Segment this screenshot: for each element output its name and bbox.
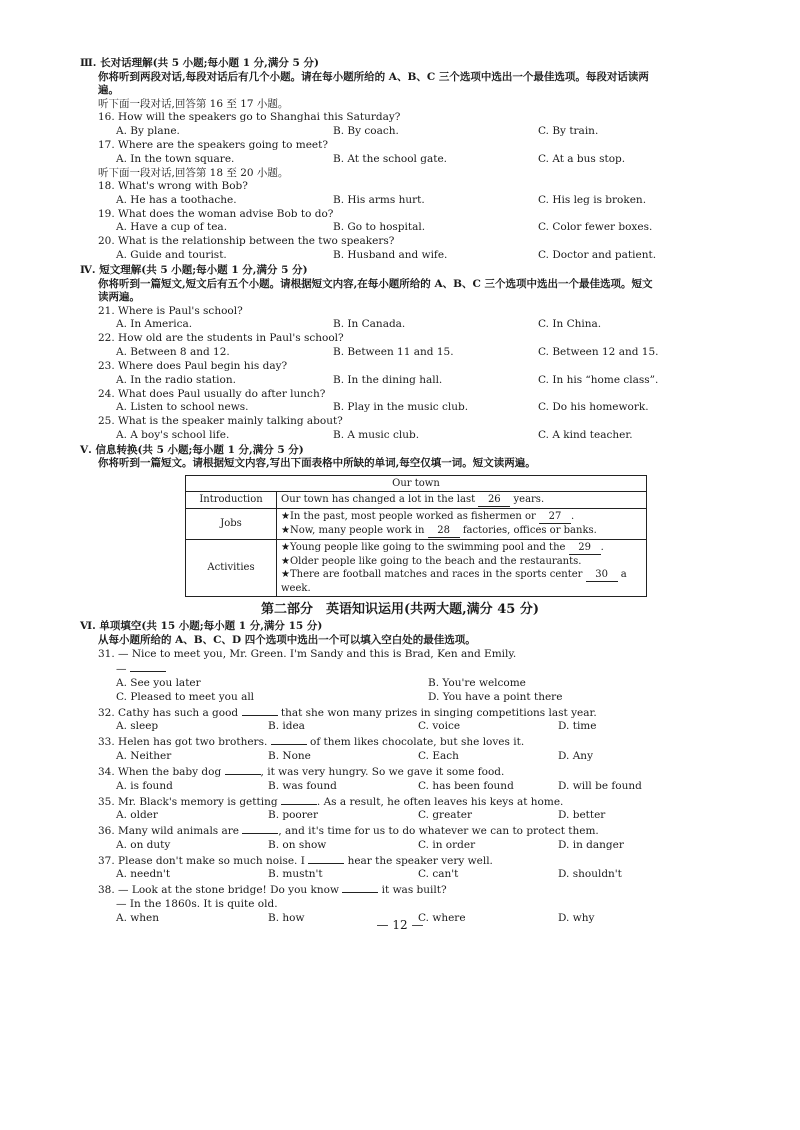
- text: hear the speaker very well.: [347, 854, 493, 867]
- text: ★In the past, most people worked as fishermen or: [281, 510, 536, 522]
- options-18: [98, 194, 720, 208]
- option-a: A. Listen to school news.: [116, 401, 249, 414]
- options-22: [98, 346, 720, 360]
- option-a: A. sleep: [116, 720, 159, 733]
- section-3: [80, 57, 720, 263]
- section-4-instruction-cont: 读两遍。: [98, 291, 140, 304]
- option-c: C. In China.: [538, 318, 602, 331]
- row-label-jobs: Jobs: [186, 508, 277, 539]
- text: that she won many prizes in singing competitions last year.: [280, 706, 597, 719]
- option-a: A. In America.: [116, 318, 193, 331]
- section-4-title: Ⅳ. 短文理解(共 5 小题;每小题 1 分,满分 5 分): [80, 263, 308, 276]
- text: 33. Helen has got two brothers.: [98, 736, 268, 749]
- option-c: C. can't: [418, 868, 459, 881]
- table-row: [186, 539, 647, 596]
- answer-blank[interactable]: [271, 734, 307, 745]
- text: 32. Cathy has such a good: [98, 706, 239, 719]
- row-content-introduction: [277, 491, 647, 508]
- option-b: B. Husband and wife.: [333, 248, 448, 261]
- answer-blank[interactable]: [308, 853, 344, 864]
- question-17: 17. Where are the speakers going to meet?: [98, 138, 328, 151]
- option-d: D. Any: [558, 750, 593, 763]
- options-23: [98, 374, 720, 388]
- row-content-jobs: [277, 508, 647, 539]
- option-b: B. A music club.: [333, 428, 420, 441]
- options-20: [98, 249, 720, 263]
- option-c: C. Pleased to meet you all: [116, 690, 255, 703]
- options-31-row2: [98, 691, 720, 705]
- question-24: 24. What does Paul usually do after lunch?: [98, 387, 326, 400]
- answer-blank[interactable]: [281, 794, 317, 805]
- option-a: A. In the radio station.: [116, 373, 236, 386]
- text: ★Older people like going to the beach and the restaurants.: [281, 555, 582, 567]
- answer-blank[interactable]: [242, 705, 278, 716]
- section-5-instruction: 你将听到一篇短文。请根据短文内容,写出下面表格中所缺的单词,每空仅填一词。短文读两遍。: [98, 457, 536, 470]
- question-36: [98, 823, 720, 839]
- option-c: C. where: [418, 911, 466, 924]
- option-a: A. Have a cup of tea.: [116, 221, 228, 234]
- info-table: [185, 475, 647, 597]
- row-label-activities: Activities: [186, 539, 277, 596]
- text: ★There are football matches and races in the sports center: [281, 568, 583, 580]
- text: , it was very hungry. So we gave it some food.: [260, 766, 505, 779]
- question-18: 18. What's wrong with Bob?: [98, 180, 248, 193]
- options-33: [98, 750, 720, 764]
- answer-blank[interactable]: [225, 764, 261, 775]
- section-6-title: Ⅵ. 单项填空(共 15 小题;每小题 1 分,满分 15 分): [80, 620, 323, 633]
- question-16: 16. How will the speakers go to Shanghai this Saturday?: [98, 111, 401, 124]
- option-c: C. At a bus stop.: [538, 152, 626, 165]
- option-a: A. Guide and tourist.: [116, 248, 227, 261]
- option-b: B. Between 11 and 15.: [333, 345, 454, 358]
- question-19: 19. What does the woman advise Bob to do?: [98, 207, 334, 220]
- question-23: 23. Where does Paul begin his day?: [98, 359, 288, 372]
- text: 35. Mr. Black's memory is getting: [98, 795, 278, 808]
- option-a: A. He has a toothache.: [116, 193, 237, 206]
- text: of them likes chocolate, but she loves it.: [310, 736, 525, 749]
- blank-26[interactable]: 26: [478, 493, 510, 507]
- question-34: [98, 764, 720, 780]
- question-20: 20. What is the relationship between the two speakers?: [98, 235, 395, 248]
- option-d: D. time: [558, 720, 597, 733]
- option-c: C. Between 12 and 15.: [538, 345, 659, 358]
- option-c: C. has been found: [418, 779, 514, 792]
- page-number: — 12 —: [376, 918, 424, 932]
- section-3-title: Ⅲ. 长对话理解(共 5 小题;每小题 1 分,满分 5 分): [80, 57, 319, 69]
- option-b: B. Go to hospital.: [333, 221, 426, 234]
- options-25: [98, 429, 720, 443]
- answer-blank[interactable]: [130, 661, 166, 672]
- text: 37. Please don't make so much noise. I: [98, 854, 305, 867]
- option-a: A. is found: [116, 779, 173, 792]
- table-row: [186, 508, 647, 539]
- section-4: [80, 264, 720, 443]
- option-c: C. in order: [418, 838, 476, 851]
- option-b: B. In the dining hall.: [333, 373, 443, 386]
- section-3-instruction: 你将听到两段对话,每段对话后有几个小题。请在每小题所给的 A、B、C 三个选项中选出一个最佳选项。每段对话读两: [98, 70, 649, 83]
- option-a: A. A boy's school life.: [116, 428, 230, 441]
- option-a: A. By plane.: [116, 124, 180, 137]
- option-b: B. At the school gate.: [333, 152, 448, 165]
- options-24: [98, 401, 720, 415]
- text: 38. — Look at the stone bridge! Do you know: [98, 884, 339, 897]
- option-b: B. how: [268, 911, 305, 924]
- section-3-subinstruction-1: 听下面一段对话,回答第 16 至 17 小题。: [98, 97, 289, 110]
- dash: —: [116, 663, 127, 676]
- table-title: Our town: [186, 475, 647, 491]
- option-b: B. Play in the music club.: [333, 401, 469, 414]
- option-b: B. poorer: [268, 809, 319, 822]
- option-d: D. shouldn't: [558, 868, 622, 881]
- option-d: D. You have a point there: [428, 690, 563, 703]
- part-2-title: 第二部分 英语知识运用(共两大题,满分 45 分): [261, 601, 539, 617]
- section-6-instruction: 从每小题所给的 A、B、C、D 四个选项中选出一个可以填入空白处的最佳选项。: [98, 634, 476, 647]
- text: .: [600, 541, 604, 553]
- options-36: [98, 839, 720, 853]
- text: ★Now, many people work in: [281, 524, 425, 536]
- option-a: A. when: [116, 911, 159, 924]
- question-31-reply: [98, 661, 720, 677]
- text: . As a result, he often leaves his keys at home.: [316, 795, 564, 808]
- option-c: C. His leg is broken.: [538, 193, 647, 206]
- question-31: 31. — Nice to meet you, Mr. Green. I'm Sandy and this is Brad, Ken and Emily.: [98, 647, 517, 660]
- option-c: C. greater: [418, 809, 473, 822]
- option-b: B. idea: [268, 720, 305, 733]
- text: factories, offices or banks.: [462, 524, 597, 536]
- option-c: C. By train.: [538, 124, 599, 137]
- question-21: 21. Where is Paul's school?: [98, 304, 243, 317]
- option-b: B. By coach.: [333, 124, 399, 137]
- option-b: B. on show: [268, 838, 327, 851]
- options-17: [98, 153, 720, 167]
- section-3-subinstruction-2: 听下面一段对话,回答第 18 至 20 小题。: [98, 166, 289, 179]
- section-3-instruction-cont: 遍。: [98, 84, 119, 97]
- question-37: [98, 853, 720, 869]
- option-a: A. Between 8 and 12.: [116, 345, 230, 358]
- section-6: [80, 620, 720, 925]
- option-b: B. was found: [268, 779, 337, 792]
- text: Our town has changed a lot in the last: [281, 493, 476, 505]
- options-35: [98, 809, 720, 823]
- option-b: B. mustn't: [268, 868, 323, 881]
- text: ★Young people like going to the swimming pool and the: [281, 541, 566, 553]
- text: — In the 1860s. It is quite old.: [116, 898, 278, 910]
- option-a: A. on duty: [116, 838, 171, 851]
- answer-blank[interactable]: [242, 823, 278, 834]
- blank-30[interactable]: 30: [586, 568, 618, 582]
- option-a: A. See you later: [116, 676, 201, 689]
- option-b: B. None: [268, 750, 311, 763]
- options-34: [98, 780, 720, 794]
- options-31-row1: [98, 677, 720, 691]
- option-a: A. Neither: [116, 750, 172, 763]
- blank-27[interactable]: 27: [539, 510, 571, 524]
- option-b: B. His arms hurt.: [333, 193, 425, 206]
- question-22: 22. How old are the students in Paul's school?: [98, 332, 344, 345]
- option-c: C. A kind teacher.: [538, 428, 633, 441]
- row-content-activities: [277, 539, 647, 596]
- answer-blank[interactable]: [342, 882, 378, 893]
- option-d: D. in danger: [558, 838, 624, 851]
- question-35: [98, 794, 720, 810]
- option-a: A. older: [116, 809, 158, 822]
- row-label-introduction: Introduction: [186, 491, 277, 508]
- question-33: [98, 734, 720, 750]
- text: it was built?: [381, 884, 447, 897]
- question-38: [98, 882, 720, 898]
- text: , and it's time for us to do whatever we can to protect them.: [278, 825, 599, 838]
- section-5: [80, 444, 720, 597]
- text: 36. Many wild animals are: [98, 825, 240, 838]
- option-c: C. Color fewer boxes.: [538, 221, 653, 234]
- options-37: [98, 868, 720, 882]
- options-32: [98, 720, 720, 734]
- option-c: C. Doctor and patient.: [538, 248, 657, 261]
- text: .: [570, 510, 575, 522]
- text: years.: [513, 493, 545, 505]
- option-c: C. voice: [418, 720, 461, 733]
- option-a: A. In the town square.: [116, 152, 235, 165]
- question-32: [98, 705, 720, 721]
- option-b: B. You're welcome: [428, 676, 526, 689]
- blank-29[interactable]: 29: [569, 541, 601, 555]
- text: a week.: [281, 568, 627, 594]
- question-25: 25. What is the speaker mainly talking about?: [98, 415, 343, 428]
- option-b: B. In Canada.: [333, 318, 406, 331]
- option-d: D. better: [558, 809, 606, 822]
- section-4-instruction: 你将听到一篇短文,短文后有五个小题。请根据短文内容,在每小题所给的 A、B、C 三个选项中选出一个最佳选项。短文: [98, 277, 653, 290]
- option-d: D. why: [558, 911, 595, 924]
- option-d: D. will be found: [558, 779, 642, 792]
- question-38-reply: [98, 898, 720, 912]
- options-19: [98, 221, 720, 235]
- option-c: C. In his “home class”.: [538, 373, 659, 386]
- table-row: [186, 491, 647, 508]
- option-c: C. Do his homework.: [538, 401, 649, 414]
- options-16: [98, 125, 720, 139]
- option-a: A. needn't: [116, 868, 171, 881]
- blank-28[interactable]: 28: [428, 524, 460, 538]
- section-5-title: Ⅴ. 信息转换(共 5 小题;每小题 1 分,满分 5 分): [80, 443, 304, 456]
- options-21: [98, 318, 720, 332]
- text: 34. When the baby dog: [98, 766, 222, 779]
- option-c: C. Each: [418, 750, 459, 763]
